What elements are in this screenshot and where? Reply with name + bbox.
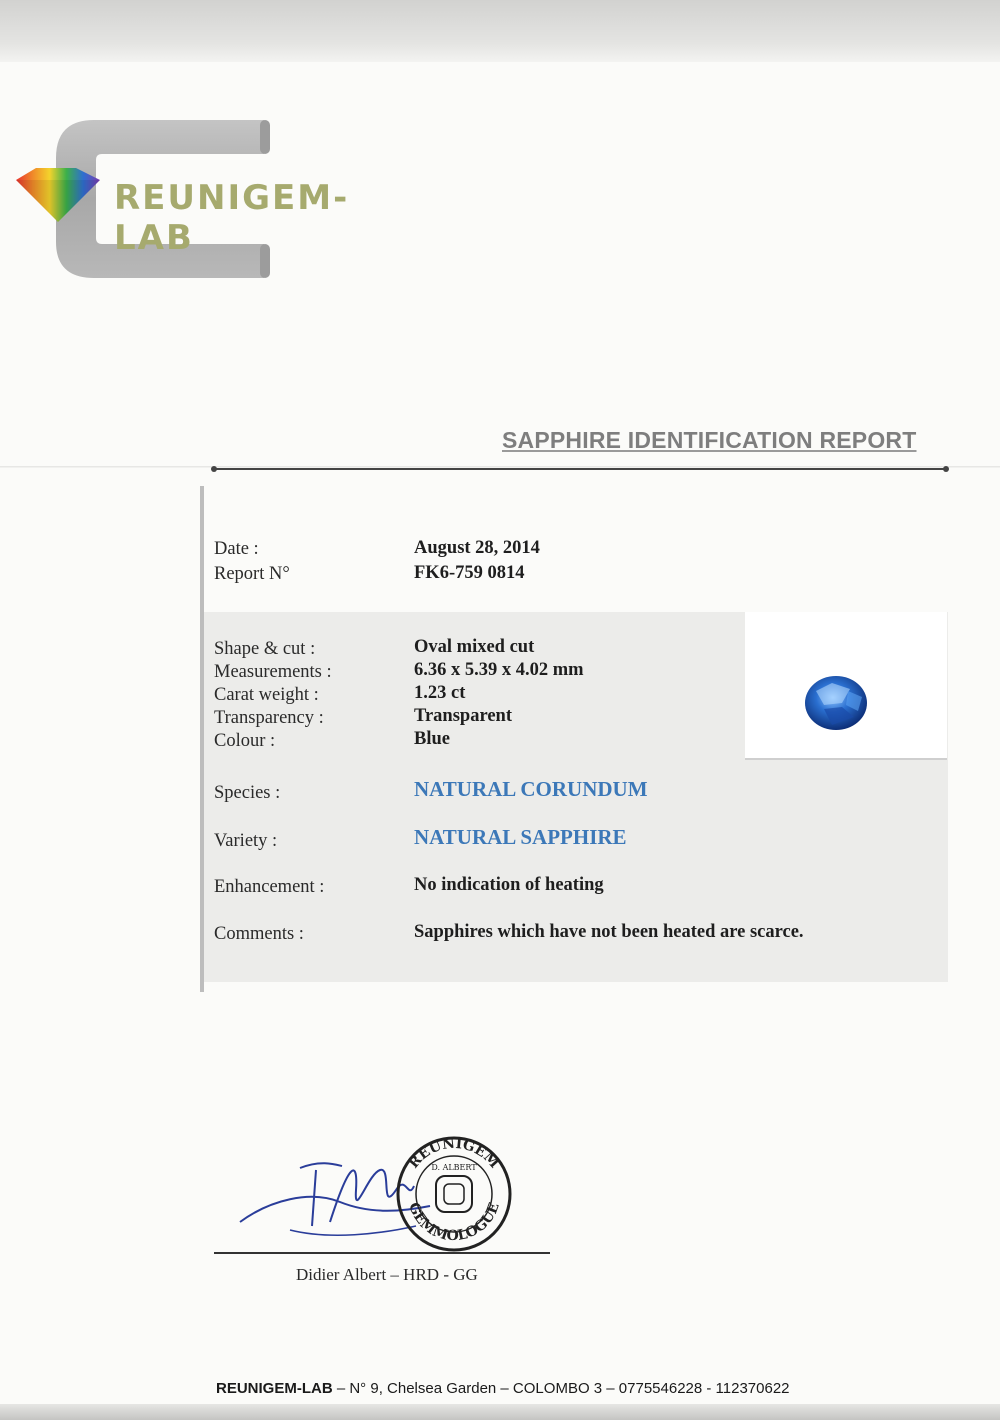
transparency-value: Transparent [414, 706, 512, 726]
measurements-value: 6.36 x 5.39 x 4.02 mm [414, 660, 584, 680]
variety-label: Variety : [214, 831, 278, 851]
stamp-seal [398, 1136, 510, 1250]
colour-label: Colour : [214, 731, 276, 751]
footer-contact: – N° 9, Chelsea Garden – COLOMBO 3 – 0775546228 - 112370622 [332, 1380, 790, 1397]
svg-text:GEMMOLOGUE: GEMMOLOGUE [405, 1200, 503, 1245]
species-value: NATURAL CORUNDUM [414, 777, 648, 801]
report-title: SAPPHIRE IDENTIFICATION REPORT [502, 427, 917, 453]
signatory-name: Didier Albert – HRD - GG [296, 1265, 478, 1284]
enhancement-label: Enhancement : [214, 877, 325, 897]
shape-cut-value: Oval mixed cut [414, 637, 535, 657]
logo-text: REUNIGEM-LAB [114, 178, 350, 258]
date-value: August 28, 2014 [414, 538, 540, 558]
lab-logo [14, 118, 414, 282]
handwritten-signature-icon [230, 1130, 550, 1260]
top-scan-band [0, 0, 1000, 62]
carat-weight-value: 1.23 ct [414, 683, 466, 703]
footer-address [216, 1380, 790, 1397]
report-number-label: Report N° [214, 564, 290, 584]
variety-value: NATURAL SAPPHIRE [414, 825, 627, 849]
carat-weight-label: Carat weight : [214, 685, 319, 705]
bottom-scan-band [0, 1404, 1000, 1420]
report-number-value: FK6-759 0814 [414, 563, 525, 583]
signature-rule [214, 1252, 550, 1254]
signature-stamp [230, 1130, 550, 1260]
comments-value: Sapphires which have not been heated are scarce. [414, 922, 804, 942]
date-label: Date : [214, 539, 259, 559]
title-rule [214, 468, 946, 470]
comments-label: Comments : [214, 924, 304, 944]
footer-brand: REUNIGEM-LAB [216, 1380, 333, 1397]
colour-value: Blue [414, 729, 450, 749]
enhancement-value: No indication of heating [414, 875, 604, 895]
gem-photo [745, 612, 947, 760]
shape-cut-label: Shape & cut : [214, 639, 316, 659]
species-label: Species : [214, 783, 281, 803]
svg-text:REUNIGEM: REUNIGEM [405, 1135, 503, 1172]
measurements-label: Measurements : [214, 662, 332, 682]
transparency-label: Transparency : [214, 708, 324, 728]
blue-sapphire-gem-icon [802, 669, 892, 737]
svg-text:D. ALBERT: D. ALBERT [431, 1163, 477, 1172]
